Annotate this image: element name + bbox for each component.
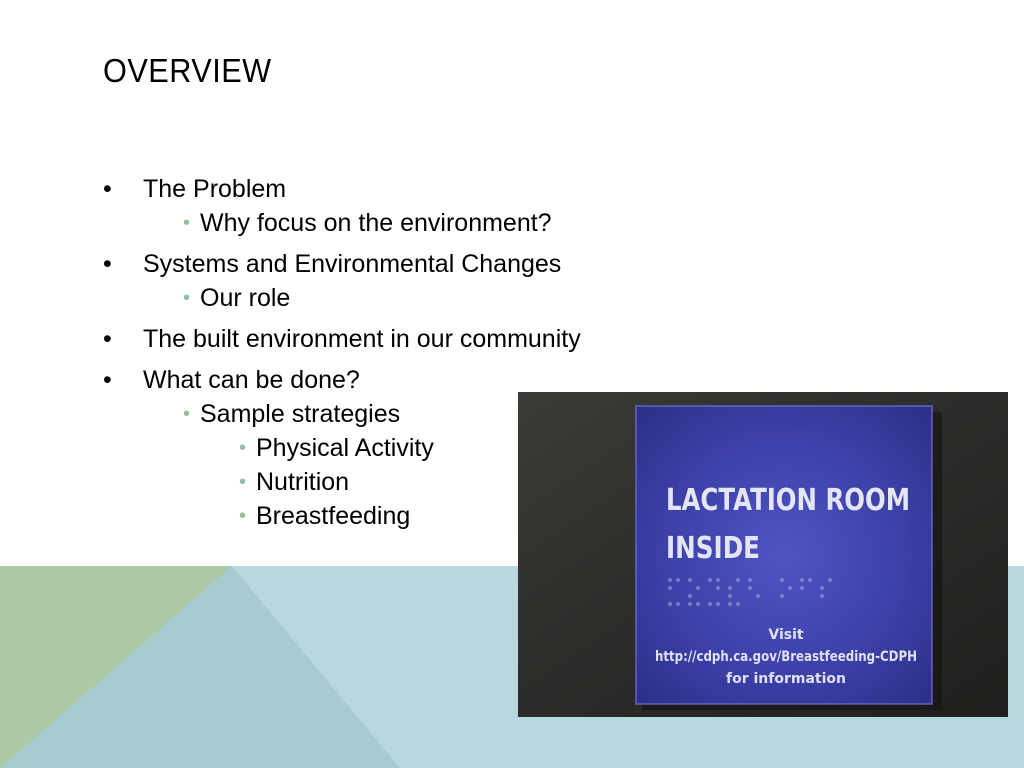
sub-bullet-label: Sample strategies (200, 400, 401, 428)
bullet-label: Systems and Environmental Changes (143, 250, 562, 278)
bullet-icon: • (103, 250, 112, 278)
sub-bullet-item (143, 281, 581, 315)
sub-sub-bullet-item (143, 499, 581, 533)
sub-bullet-list (143, 206, 581, 240)
slide-title: OVERVIEW (103, 52, 272, 89)
sub-bullet-list (143, 397, 581, 533)
bullet-item-systems (103, 247, 581, 315)
sub-sub-bullet-icon: • (239, 505, 247, 527)
sign-visit: Visit (768, 627, 804, 643)
sub-sub-bullet-icon: • (239, 471, 247, 493)
bullet-label: The Problem (143, 175, 287, 203)
bullet-item-problem (103, 172, 581, 240)
sign-info: for information (726, 671, 846, 687)
sub-sub-bullet-label: Breastfeeding (256, 502, 411, 530)
sub-bullet-icon: • (183, 287, 191, 309)
sub-bullet-icon: • (183, 403, 191, 425)
lactation-room-sign-photo (518, 392, 1008, 717)
bullet-label: What can be done? (143, 366, 360, 394)
sub-bullet-icon: • (183, 212, 191, 234)
sub-sub-bullet-icon: • (239, 437, 247, 459)
sign-url: http://cdph.ca.gov/Breastfeeding-CDPH (655, 649, 917, 665)
sign-line1: LACTATION ROOM (666, 483, 910, 518)
bullet-item-built-environment (103, 322, 581, 356)
bullet-item-what-can-be-done (103, 363, 581, 533)
bullet-icon: • (103, 325, 112, 353)
sub-bullet-label: Why focus on the environment? (200, 209, 552, 237)
sub-sub-bullet-label: Nutrition (256, 468, 350, 496)
sign-line2: INSIDE (666, 531, 760, 566)
sub-sub-bullet-item (143, 465, 581, 499)
sub-bullet-label: Our role (200, 284, 291, 312)
sub-bullet-list (143, 281, 581, 315)
sub-sub-bullet-item (143, 431, 581, 465)
bullet-icon: • (103, 366, 112, 394)
bullet-icon: • (103, 175, 112, 203)
sub-sub-bullet-label: Physical Activity (256, 434, 434, 462)
sub-bullet-item (143, 206, 581, 240)
sub-bullet-item (143, 397, 581, 431)
bullet-list (103, 172, 581, 540)
bullet-label: The built environment in our community (143, 325, 581, 353)
